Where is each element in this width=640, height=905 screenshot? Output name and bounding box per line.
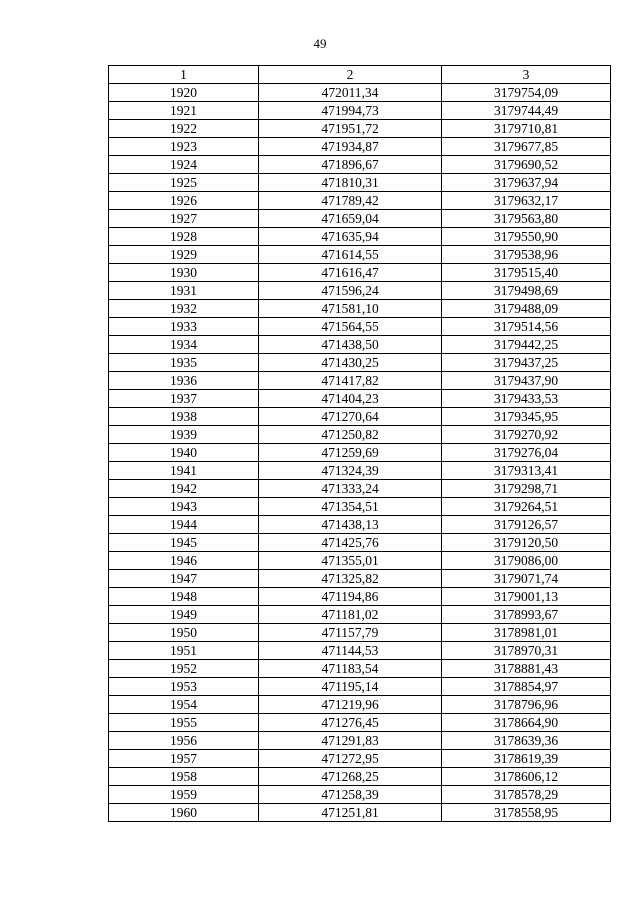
- y-coordinate-cell: 3179677,85: [442, 138, 611, 156]
- x-coordinate-cell: 471268,25: [259, 768, 442, 786]
- y-coordinate-cell: 3179550,90: [442, 228, 611, 246]
- table-row: [109, 120, 611, 138]
- point-number-cell: 1955: [109, 714, 259, 732]
- column-header-1: 1: [109, 66, 259, 84]
- y-coordinate-cell: 3178881,43: [442, 660, 611, 678]
- point-number-cell: 1945: [109, 534, 259, 552]
- table-row: [109, 516, 611, 534]
- table-row: [109, 426, 611, 444]
- page-number: 49: [313, 36, 327, 51]
- point-number-cell: 1954: [109, 696, 259, 714]
- y-coordinate-cell: 3179120,50: [442, 534, 611, 552]
- y-coordinate-cell: 3179514,56: [442, 318, 611, 336]
- table-row: [109, 372, 611, 390]
- x-coordinate-cell: 471659,04: [259, 210, 442, 228]
- table-row: [109, 336, 611, 354]
- y-coordinate-cell: 3178664,90: [442, 714, 611, 732]
- x-coordinate-cell: 471994,73: [259, 102, 442, 120]
- point-number-cell: 1948: [109, 588, 259, 606]
- x-coordinate-cell: 471157,79: [259, 624, 442, 642]
- point-number-cell: 1952: [109, 660, 259, 678]
- point-number-cell: 1942: [109, 480, 259, 498]
- x-coordinate-cell: 471250,82: [259, 426, 442, 444]
- y-coordinate-cell: 3179437,90: [442, 372, 611, 390]
- point-number-cell: 1953: [109, 678, 259, 696]
- point-number-cell: 1956: [109, 732, 259, 750]
- point-number-cell: 1921: [109, 102, 259, 120]
- table-row: [109, 570, 611, 588]
- table-row: [109, 390, 611, 408]
- x-coordinate-cell: 471181,02: [259, 606, 442, 624]
- x-coordinate-cell: 471616,47: [259, 264, 442, 282]
- point-number-cell: 1947: [109, 570, 259, 588]
- table-row: [109, 732, 611, 750]
- table-row: [109, 804, 611, 822]
- table-body: [109, 84, 611, 822]
- point-number-cell: 1957: [109, 750, 259, 768]
- point-number-cell: 1933: [109, 318, 259, 336]
- column-header-2: 2: [259, 66, 442, 84]
- y-coordinate-cell: 3179442,25: [442, 336, 611, 354]
- point-number-cell: 1940: [109, 444, 259, 462]
- table-row: [109, 750, 611, 768]
- point-number-cell: 1960: [109, 804, 259, 822]
- table-row: [109, 246, 611, 264]
- point-number-cell: 1930: [109, 264, 259, 282]
- point-number-cell: 1949: [109, 606, 259, 624]
- point-number-cell: 1924: [109, 156, 259, 174]
- x-coordinate-cell: 471789,42: [259, 192, 442, 210]
- table-row: [109, 660, 611, 678]
- x-coordinate-cell: 471324,39: [259, 462, 442, 480]
- y-coordinate-cell: 3179345,95: [442, 408, 611, 426]
- table-row: [109, 714, 611, 732]
- point-number-cell: 1938: [109, 408, 259, 426]
- y-coordinate-cell: 3178606,12: [442, 768, 611, 786]
- y-coordinate-cell: 3179488,09: [442, 300, 611, 318]
- y-coordinate-cell: 3179637,94: [442, 174, 611, 192]
- point-number-cell: 1939: [109, 426, 259, 444]
- coordinates-table: [108, 65, 611, 822]
- x-coordinate-cell: 471325,82: [259, 570, 442, 588]
- x-coordinate-cell: 471183,54: [259, 660, 442, 678]
- x-coordinate-cell: 471596,24: [259, 282, 442, 300]
- y-coordinate-cell: 3178993,67: [442, 606, 611, 624]
- y-coordinate-cell: 3178619,39: [442, 750, 611, 768]
- point-number-cell: 1920: [109, 84, 259, 102]
- table-row: [109, 174, 611, 192]
- point-number-cell: 1944: [109, 516, 259, 534]
- point-number-cell: 1923: [109, 138, 259, 156]
- y-coordinate-cell: 3179071,74: [442, 570, 611, 588]
- x-coordinate-cell: 471951,72: [259, 120, 442, 138]
- x-coordinate-cell: 471404,23: [259, 390, 442, 408]
- x-coordinate-cell: 471291,83: [259, 732, 442, 750]
- y-coordinate-cell: 3179538,96: [442, 246, 611, 264]
- y-coordinate-cell: 3179298,71: [442, 480, 611, 498]
- table-row: [109, 642, 611, 660]
- table-row: [109, 696, 611, 714]
- header-row: [109, 66, 611, 84]
- x-coordinate-cell: 471258,39: [259, 786, 442, 804]
- x-coordinate-cell: 471272,95: [259, 750, 442, 768]
- point-number-cell: 1943: [109, 498, 259, 516]
- x-coordinate-cell: 472011,34: [259, 84, 442, 102]
- point-number-cell: 1932: [109, 300, 259, 318]
- y-coordinate-cell: 3179710,81: [442, 120, 611, 138]
- table-row: [109, 480, 611, 498]
- x-coordinate-cell: 471430,25: [259, 354, 442, 372]
- point-number-cell: 1941: [109, 462, 259, 480]
- point-number-cell: 1922: [109, 120, 259, 138]
- x-coordinate-cell: 471333,24: [259, 480, 442, 498]
- table-row: [109, 282, 611, 300]
- y-coordinate-cell: 3179270,92: [442, 426, 611, 444]
- x-coordinate-cell: 471195,14: [259, 678, 442, 696]
- point-number-cell: 1959: [109, 786, 259, 804]
- x-coordinate-cell: 471564,55: [259, 318, 442, 336]
- y-coordinate-cell: 3179632,17: [442, 192, 611, 210]
- y-coordinate-cell: 3179086,00: [442, 552, 611, 570]
- point-number-cell: 1936: [109, 372, 259, 390]
- x-coordinate-cell: 471194,86: [259, 588, 442, 606]
- table-row: [109, 624, 611, 642]
- y-coordinate-cell: 3179276,04: [442, 444, 611, 462]
- table-row: [109, 444, 611, 462]
- x-coordinate-cell: 471635,94: [259, 228, 442, 246]
- table-row: [109, 786, 611, 804]
- y-coordinate-cell: 3179515,40: [442, 264, 611, 282]
- point-number-cell: 1926: [109, 192, 259, 210]
- point-number-cell: 1934: [109, 336, 259, 354]
- x-coordinate-cell: 471581,10: [259, 300, 442, 318]
- point-number-cell: 1935: [109, 354, 259, 372]
- y-coordinate-cell: 3178558,95: [442, 804, 611, 822]
- y-coordinate-cell: 3179744,49: [442, 102, 611, 120]
- table-row: [109, 552, 611, 570]
- point-number-cell: 1927: [109, 210, 259, 228]
- table-row: [109, 192, 611, 210]
- y-coordinate-cell: 3178854,97: [442, 678, 611, 696]
- table-row: [109, 102, 611, 120]
- table-row: [109, 138, 611, 156]
- x-coordinate-cell: 471425,76: [259, 534, 442, 552]
- x-coordinate-cell: 471896,67: [259, 156, 442, 174]
- x-coordinate-cell: 471354,51: [259, 498, 442, 516]
- y-coordinate-cell: 3179313,41: [442, 462, 611, 480]
- y-coordinate-cell: 3179437,25: [442, 354, 611, 372]
- table-row: [109, 588, 611, 606]
- table-row: [109, 606, 611, 624]
- x-coordinate-cell: 471355,01: [259, 552, 442, 570]
- x-coordinate-cell: 471259,69: [259, 444, 442, 462]
- y-coordinate-cell: 3179001,13: [442, 588, 611, 606]
- x-coordinate-cell: 471438,13: [259, 516, 442, 534]
- y-coordinate-cell: 3179690,52: [442, 156, 611, 174]
- x-coordinate-cell: 471270,64: [259, 408, 442, 426]
- y-coordinate-cell: 3179433,53: [442, 390, 611, 408]
- point-number-cell: 1951: [109, 642, 259, 660]
- table-header: [109, 66, 611, 84]
- y-coordinate-cell: 3178639,36: [442, 732, 611, 750]
- y-coordinate-cell: 3179754,09: [442, 84, 611, 102]
- y-coordinate-cell: 3179126,57: [442, 516, 611, 534]
- x-coordinate-cell: 471614,55: [259, 246, 442, 264]
- x-coordinate-cell: 471438,50: [259, 336, 442, 354]
- y-coordinate-cell: 3178981,01: [442, 624, 611, 642]
- table-row: [109, 678, 611, 696]
- x-coordinate-cell: 471810,31: [259, 174, 442, 192]
- point-number-cell: 1931: [109, 282, 259, 300]
- table-row: [109, 156, 611, 174]
- table-row: [109, 228, 611, 246]
- table-row: [109, 300, 611, 318]
- y-coordinate-cell: 3178796,96: [442, 696, 611, 714]
- y-coordinate-cell: 3178578,29: [442, 786, 611, 804]
- x-coordinate-cell: 471276,45: [259, 714, 442, 732]
- table-row: [109, 408, 611, 426]
- point-number-cell: 1958: [109, 768, 259, 786]
- point-number-cell: 1928: [109, 228, 259, 246]
- table-row: [109, 534, 611, 552]
- table-row: [109, 210, 611, 228]
- y-coordinate-cell: 3179264,51: [442, 498, 611, 516]
- table-row: [109, 462, 611, 480]
- x-coordinate-cell: 471251,81: [259, 804, 442, 822]
- point-number-cell: 1929: [109, 246, 259, 264]
- table-row: [109, 84, 611, 102]
- table-row: [109, 354, 611, 372]
- point-number-cell: 1925: [109, 174, 259, 192]
- point-number-cell: 1950: [109, 624, 259, 642]
- y-coordinate-cell: 3179563,80: [442, 210, 611, 228]
- x-coordinate-cell: 471144,53: [259, 642, 442, 660]
- table-row: [109, 498, 611, 516]
- table-row: [109, 264, 611, 282]
- x-coordinate-cell: 471219,96: [259, 696, 442, 714]
- y-coordinate-cell: 3178970,31: [442, 642, 611, 660]
- table-row: [109, 768, 611, 786]
- y-coordinate-cell: 3179498,69: [442, 282, 611, 300]
- x-coordinate-cell: 471417,82: [259, 372, 442, 390]
- point-number-cell: 1946: [109, 552, 259, 570]
- point-number-cell: 1937: [109, 390, 259, 408]
- x-coordinate-cell: 471934,87: [259, 138, 442, 156]
- column-header-3: 3: [442, 66, 611, 84]
- table-row: [109, 318, 611, 336]
